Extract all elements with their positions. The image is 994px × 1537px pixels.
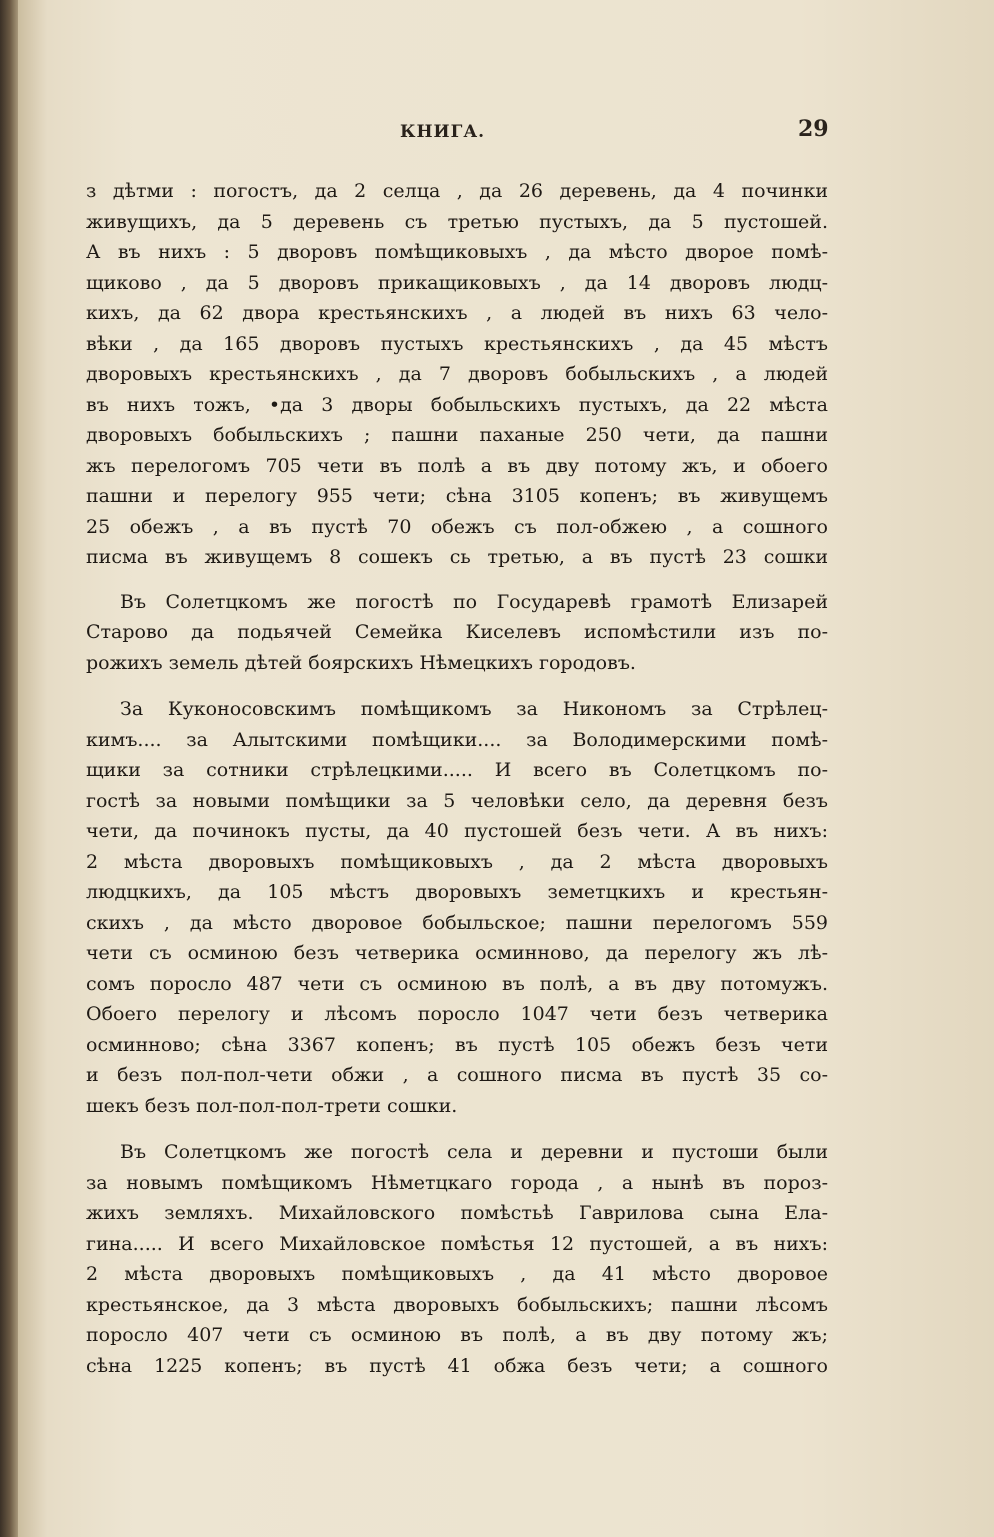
text-line: осминново; сѣна 3367 копенъ; въ пустѣ 105 обежъ безъ чети (86, 1033, 828, 1056)
paragraph-gap (86, 573, 828, 587)
text-line: сѣна 1225 копенъ; въ пустѣ 41 обжа безъ чети; а сошного (86, 1354, 828, 1377)
text-line: чети, да починокъ пусты, да 40 пустошей безъ чети. А въ нихъ: (86, 820, 828, 842)
text-line: Старово да подьячей Семейка Киселевъ испомѣстили изъ по- (86, 621, 828, 643)
text-line: людцкихъ, да 105 мѣстъ дворовыхъ земетцкихъ и крестьян- (86, 881, 828, 903)
text-line: кихъ, да 62 двора крестьянскихъ , а людей въ нихъ 63 чело- (86, 302, 828, 324)
text-line: пашни и перелогу 955 чети; сѣна 3105 копенъ; въ живущемъ (86, 485, 828, 507)
text-line: въ нихъ тожъ, •да 3 дворы бобыльскихъ пустыхъ, да 22 мѣста (86, 393, 828, 416)
text-line: и безъ пол-пол-чети обжи , а сошного писма въ пустѣ 35 со- (86, 1064, 828, 1086)
text-line: 25 обежъ , а въ пустѣ 70 обежъ съ пол-обжею , а сошного (86, 515, 828, 538)
text-line: гина..... И всего Михайловское помѣстья 12 пустошей, а въ нихъ: (86, 1232, 828, 1255)
text-line: писма въ живущемъ 8 сошекъ сь третью, а въ пустѣ 23 сошки (86, 546, 828, 568)
text-line: 2 мѣста дворовыхъ помѣщиковыхъ , да 2 мѣста дворовыхъ (86, 850, 828, 873)
text-line: дворовыхъ крестьянскихъ , да 7 дворовъ бобыльскихъ , а людей (86, 363, 828, 385)
text-line: живущихъ, да 5 деревень съ третью пустыхъ, да 5 пустошей. (86, 210, 828, 233)
text-line: За Куконосовскимъ помѣщикомъ за Никономъ за Стрѣлец- (120, 698, 828, 720)
text-line: Въ Солетцкомъ же погостѣ по Государевѣ грамотѣ Елизарей (120, 590, 828, 613)
text-line: крестьянское, да 3 мѣста дворовыхъ бобыльскихъ; пашни лѣсомъ (86, 1293, 828, 1316)
paragraph-gap (86, 678, 828, 694)
paragraph-2 (86, 587, 828, 679)
book-binding (0, 0, 18, 1537)
paragraph-1 (86, 176, 828, 573)
text-line: 2 мѣста дворовыхъ помѣщиковыхъ , да 41 мѣсто дворовое (86, 1263, 828, 1285)
text-line: жихъ земляхъ. Михайловского помѣстьѣ Гаврилова сына Ела- (86, 1202, 828, 1224)
running-head (68, 112, 828, 152)
book-page (18, 0, 994, 1537)
text-line: кимъ.... за Алытскими помѣщики.... за Володимерскими помѣ- (86, 728, 828, 751)
text-line: сомъ поросло 487 чети съ осминою въ полѣ, а въ дву потомужъ. (86, 972, 828, 995)
text-line: скихъ , да мѣсто дворовое бобыльское; пашни перелогомъ 559 (86, 911, 828, 934)
running-head-title: КНИГА. (400, 122, 486, 142)
paragraph-gap (86, 1121, 828, 1137)
text-line: за новымъ помѣщикомъ Нѣметцкаго города , а нынѣ въ пороз- (86, 1171, 828, 1194)
text-line: шекъ безъ пол-пол-пол-трети сошки. (86, 1094, 458, 1117)
text-line: щики за сотники стрѣлецкими..... И всего въ Солетцкомъ по- (86, 759, 828, 781)
text-line: з дѣтми : погостъ, да 2 селца , да 26 деревень, да 4 починки (86, 180, 828, 202)
text-line: щиково , да 5 дворовъ прикащиковыхъ , да 14 дворовъ людц- (86, 271, 828, 294)
text-line: Въ Солетцкомъ же погостѣ села и деревни и пустоши были (120, 1141, 828, 1163)
text-line: вѣки , да 165 дворовъ пустыхъ крестьянскихъ , да 45 мѣстъ (86, 332, 828, 355)
text-line: поросло 407 чети съ осминою въ полѣ, а въ дву потому жъ; (86, 1324, 828, 1346)
text-line: жъ перелогомъ 705 чети въ полѣ а въ дву потому жъ, и обоего (86, 454, 828, 477)
text-line: рожихъ земель дѣтей боярскихъ Нѣмецкихъ городовъ. (86, 651, 636, 674)
body-text (86, 176, 828, 1381)
page-number: 29 (798, 116, 829, 142)
paragraph-3 (86, 694, 828, 1121)
text-line: дворовыхъ бобыльскихъ ; пашни паханые 250 чети, да пашни (86, 424, 828, 446)
text-line: А въ нихъ : 5 дворовъ помѣщиковыхъ , да мѣсто дворое помѣ- (86, 241, 828, 263)
text-line: гостѣ за новыми помѣщики за 5 человѣки село, да деревня безъ (86, 789, 828, 812)
text-line: Обоего перелогу и лѣсомъ поросло 1047 чети безъ четверика (86, 1003, 828, 1025)
text-line: чети съ осминою безъ четверика осминново, да перелогу жъ лѣ- (86, 942, 828, 964)
paragraph-4 (86, 1137, 828, 1381)
